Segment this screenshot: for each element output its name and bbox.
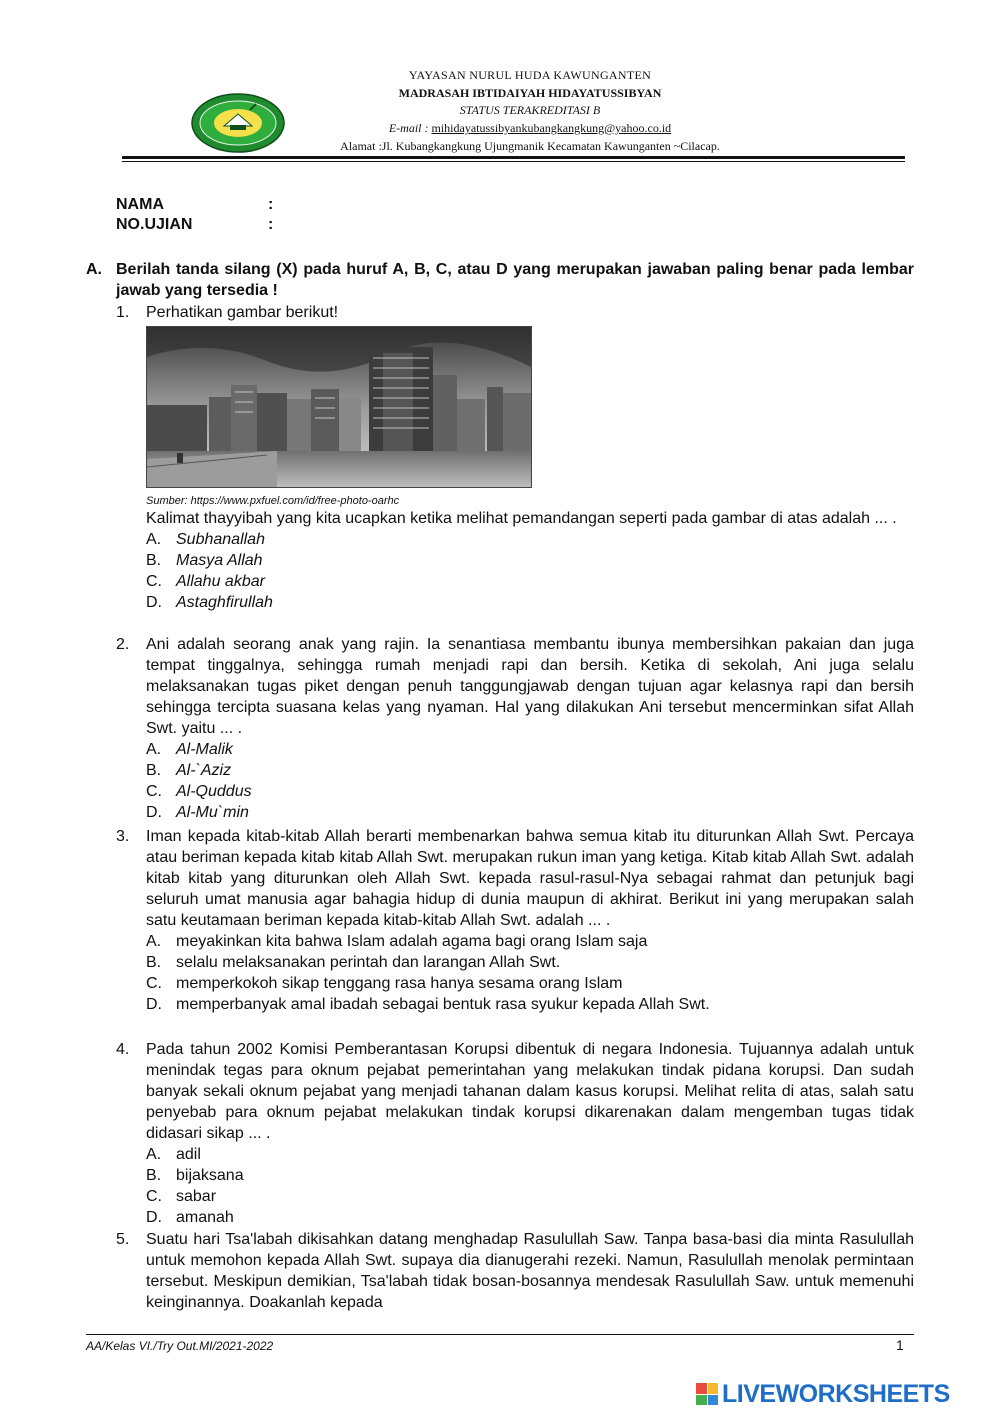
footer-document-code: AA/Kelas VI./Try Out.MI/2021-2022: [86, 1339, 274, 1353]
answer-options: [146, 1144, 914, 1228]
question-2: [116, 634, 914, 823]
question-1: [116, 302, 914, 613]
option-text: Subhanallah: [176, 531, 265, 548]
name-row: [116, 196, 416, 216]
question-text: Kalimat thayyibah yang kita ucapkan ketika melihat pemandangan seperti pada gambar di atas adalah ... .: [146, 510, 897, 527]
option-text: meyakinkan kita bahwa Islam adalah agama bagi orang Islam saja: [176, 933, 648, 950]
student-identity: [116, 196, 416, 236]
option-text: Al-`Aziz: [176, 762, 232, 779]
option-b[interactable]: [146, 760, 914, 781]
option-c[interactable]: [146, 781, 914, 802]
school-name: MADRASAH IBTIDAIYAH HIDAYATUSSIBYAN: [398, 86, 662, 100]
question-5: [116, 1229, 914, 1313]
option-letter: B.: [146, 762, 162, 779]
name-label: NAMA: [116, 196, 164, 213]
answer-options: [146, 931, 914, 1015]
option-letter: C.: [146, 573, 162, 590]
option-d[interactable]: [146, 592, 914, 613]
email-line: [130, 121, 930, 136]
option-a[interactable]: [146, 1144, 914, 1165]
brand-wordmark: LIVEWORKSHEETS: [722, 1379, 950, 1408]
option-letter: D.: [146, 804, 162, 821]
section-instruction-text: Berilah tanda silang (X) pada huruf A, B, C, atau D yang merupakan jawaban paling benar pada lembar jawab yang tersedia !: [116, 261, 914, 299]
option-text: Masya Allah: [176, 552, 263, 569]
option-d[interactable]: [146, 1207, 914, 1228]
liveworksheets-logo-icon: [696, 1383, 718, 1405]
option-letter: D.: [146, 594, 162, 611]
question-text: Suatu hari Tsa'labah dikisahkan datang menghadap Rasulullah Saw. Tanpa basa-basi dia minta Rasulullah untuk memohon kepada Allah Swt. supaya dia dianugerahi rezeki. Namun, Rasulullah menolak permintaan tersebut. Meskipun demikian, Tsa'labah tidak bosan-bosannya mendesak Rasulullah Saw. untuk memenuhi keinginannya. Doakanlah kepada: [146, 1231, 914, 1311]
question-text: Ani adalah seorang anak yang rajin. Ia senantiasa membantu ibunya membersihkan pakaian dan juga tempat tinggalnya, sehingga rumah menjadi rapi dan bersih. Ketika di sekolah, Ani juga selalu melaksanakan tugas piket dengan penuh tanggungjawab dengan tujuan agar kelasnya rapi dan bersih sehingga tercipta suasana kelas yang nyaman. Hal yang dilakukan Ani tersebut mencerminkan sifat Allah Swt. yaitu ... .: [146, 636, 914, 737]
option-letter: D.: [146, 1209, 162, 1226]
option-text: amanah: [176, 1209, 234, 1226]
question-intro: Perhatikan gambar berikut!: [146, 304, 339, 321]
section-instruction: [86, 259, 914, 301]
option-text: Al-Quddus: [176, 783, 252, 800]
letterhead: [0, 0, 1000, 170]
option-letter: A.: [146, 531, 162, 548]
option-d[interactable]: [146, 994, 914, 1015]
option-letter: B.: [146, 954, 162, 971]
letterhead-divider: [122, 156, 905, 159]
option-c[interactable]: [146, 1186, 914, 1207]
option-letter: A.: [146, 1146, 162, 1163]
option-text: memperkokoh sikap tenggang rasa hanya sesama orang Islam: [176, 975, 623, 992]
exam-number-row: [116, 216, 416, 236]
city-waterfront-photo: [146, 326, 532, 488]
foundation-name: YAYASAN NURUL HUDA KAWUNGANTEN: [408, 68, 652, 82]
option-c[interactable]: [146, 571, 914, 592]
option-letter: B.: [146, 552, 162, 569]
question-number: 5.: [116, 1231, 130, 1248]
option-c[interactable]: [146, 973, 914, 994]
question-number: 1.: [116, 304, 130, 321]
photo-source-caption: Sumber: https://www.pxfuel.com/id/free-photo-oarhc: [146, 495, 400, 507]
option-text: Astaghfirullah: [176, 594, 273, 611]
option-b[interactable]: [146, 550, 914, 571]
question-4: [116, 1039, 914, 1228]
option-text: memperbanyak amal ibadah sebagai bentuk rasa syukur kepada Allah Swt.: [176, 996, 710, 1013]
question-3: [116, 826, 914, 1015]
option-d[interactable]: [146, 802, 914, 823]
option-a[interactable]: [146, 931, 914, 952]
address-line: Alamat :Jl. Kubangkangkung Ujungmanik Kecamatan Kawunganten ~Cilacap.: [340, 139, 720, 153]
question-text: Pada tahun 2002 Komisi Pemberantasan Korupsi dibentuk di negara Indonesia. Tujuannya adalah untuk menindak tegas para oknum pejabat pemerintahan yang melakukan tindak pidana korupsi. Dan sudah banyak sekali oknum pejabat yang menjadi tahanan dalam kasus korupsi. Melihat relita di atas, salah satu penyebab para oknum pejabat melakukan tindak korupsi dikarenakan dalam mengemban tugas tidak didasari sikap ... .: [146, 1041, 914, 1142]
option-letter: C.: [146, 1188, 162, 1205]
letterhead-divider-thin: [122, 161, 905, 162]
option-a[interactable]: [146, 739, 914, 760]
option-text: Al-Malik: [176, 741, 233, 758]
option-letter: A.: [146, 933, 162, 950]
footer-divider: [86, 1334, 914, 1335]
option-letter: C.: [146, 783, 162, 800]
option-text: Allahu akbar: [176, 573, 265, 590]
option-text: Al-Mu`min: [176, 804, 249, 821]
section-letter: A.: [86, 261, 102, 278]
question-number: 2.: [116, 636, 130, 653]
exam-number-colon: :: [268, 216, 274, 233]
question-number: 4.: [116, 1041, 130, 1058]
liveworksheets-brand[interactable]: [696, 1379, 950, 1409]
option-letter: A.: [146, 741, 162, 758]
option-text: selalu melaksanakan perintah dan larangan Allah Swt.: [176, 954, 561, 971]
question-text: Iman kepada kitab-kitab Allah berarti membenarkan bahwa semua kitab itu diturunkan Allah Swt. Percaya atau beriman kepada kitab kitab Allah Swt. merupakan rukun iman yang ketiga. Kitab kitab Allah Swt. adalah kitab kitab yang diturunkan oleh Allah Swt. kepada rasul-rasul-Nya sebagai rahmat dan petunjuk bagi seluruh umat manusia agar bahagia hidup di dunia maupun di akhirat. Berikut ini yang merupakan salah satu keutamaan beriman kepada kitab-kitab Allah Swt. adalah ... .: [146, 828, 914, 929]
option-letter: B.: [146, 1167, 162, 1184]
option-text: bijaksana: [176, 1167, 244, 1184]
option-b[interactable]: [146, 1165, 914, 1186]
answer-options: [146, 529, 914, 613]
name-colon: :: [268, 196, 274, 213]
accreditation-status: STATUS TERAKREDITASI B: [459, 103, 601, 117]
page-number: 1: [896, 1337, 904, 1353]
exam-number-label: NO.UJIAN: [116, 216, 193, 233]
option-letter: C.: [146, 975, 162, 992]
option-b[interactable]: [146, 952, 914, 973]
option-text: sabar: [176, 1188, 217, 1205]
email-link[interactable]: mihidayatussibyankubangkangkung@yahoo.co.id: [431, 121, 672, 135]
email-label: E-mail :: [388, 121, 429, 135]
option-a[interactable]: [146, 529, 914, 550]
option-letter: D.: [146, 996, 162, 1013]
answer-options: [146, 739, 914, 823]
question-number: 3.: [116, 828, 130, 845]
option-text: adil: [176, 1146, 201, 1163]
